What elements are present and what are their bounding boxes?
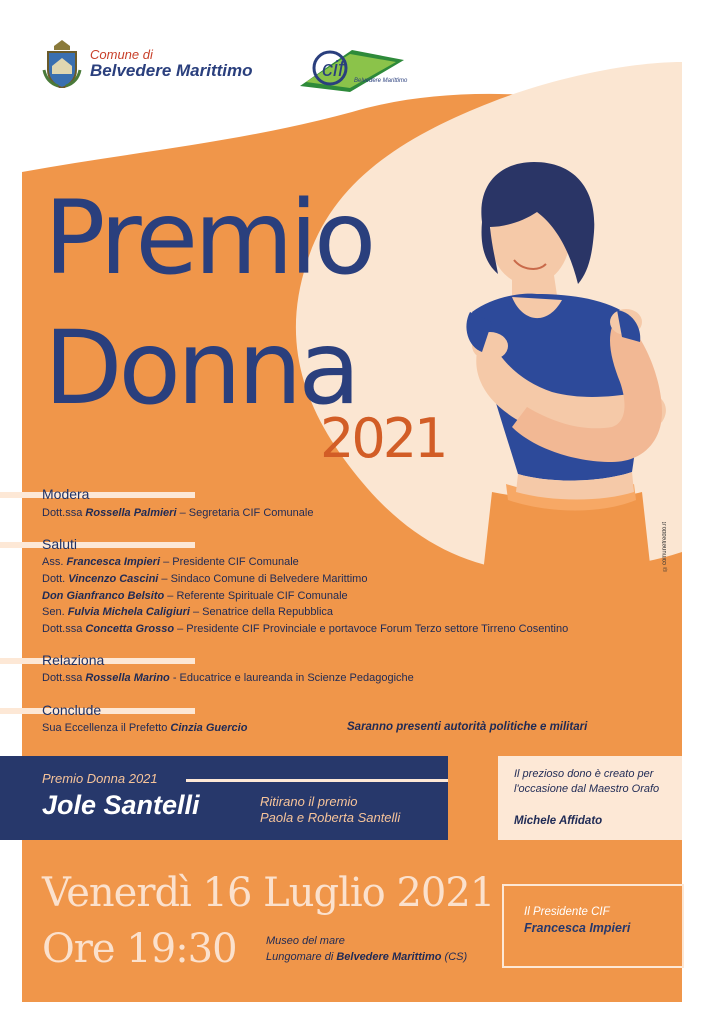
- title-donna: Donna: [44, 309, 357, 428]
- section-relaziona-title: Relaziona: [42, 652, 105, 668]
- award-ritirano-line2: Paola e Roberta Santelli: [260, 810, 401, 825]
- venue-line2: Lungomare di Belvedere Marittimo (CS): [266, 951, 468, 963]
- award-divider: [186, 779, 448, 782]
- credit-text: ©comunefreddo.it: [662, 522, 668, 572]
- presenti-text: Saranno presenti autorità politiche e militari: [347, 721, 588, 733]
- president-name: Francesca Impieri: [524, 921, 631, 935]
- dono-text: Il prezioso dono è creato per l'occasione dal Maestro Orafo: [514, 768, 660, 795]
- title-premio: Premio: [44, 179, 373, 298]
- dono-name: Michele Affidato: [514, 815, 603, 827]
- comune-name-text: Belvedere Marittimo: [90, 61, 253, 80]
- section-saluti-title: Saluti: [42, 536, 78, 552]
- title-year: 2021: [320, 407, 446, 470]
- saluti-line: Don Gianfranco Belsito – Referente Spirituale CIF Comunale: [42, 590, 348, 602]
- comune-small-text: Comune di: [90, 47, 153, 62]
- cif-logo: [292, 40, 412, 101]
- section-bar: [0, 542, 195, 548]
- modera-line: Dott.ssa Rossella Palmieri – Segretaria CIF Comunale: [42, 507, 314, 519]
- saluti-line: Dott. Vincenzo Cascini – Sindaco Comune di Belvedere Marittimo: [42, 573, 368, 585]
- award-label: Premio Donna 2021: [42, 771, 158, 786]
- section-bar: [0, 492, 195, 498]
- event-time: Ore 19:30: [42, 926, 237, 972]
- relaziona-line: Dott.ssa Rossella Marino - Educatrice e laureanda in Scienze Pedagogiche: [42, 672, 414, 684]
- award-winner: Jole Santelli: [42, 790, 200, 820]
- president-label: Il Presidente CIF: [524, 906, 610, 918]
- conclude-line: Sua Eccellenza il Prefetto Cinzia Guercio: [42, 722, 248, 734]
- saluti-line: Ass. Francesca Impieri – Presidente CIF Comunale: [42, 556, 299, 568]
- award-ritirano-line1: Ritirano il premio: [260, 794, 358, 809]
- coat-of-arms-icon: [42, 40, 82, 88]
- section-conclude-title: Conclude: [42, 702, 102, 718]
- comune-logo: [42, 40, 253, 88]
- section-modera-title: Modera: [42, 486, 90, 502]
- svg-text:cif: cif: [322, 56, 344, 81]
- event-date: Venerdì 16 Luglio 2021: [42, 870, 495, 916]
- saluti-line: Dott.ssa Concetta Grosso – Presidente CIF Provinciale e portavoce Forum Terzo settore Tirreno Cosentino: [42, 623, 569, 635]
- svg-text:Belvedere Marittimo: Belvedere Marittimo: [354, 78, 408, 84]
- saluti-line: Sen. Fulvia Michela Caligiuri – Senatrice della Repubblica: [42, 606, 334, 618]
- venue-line1: Museo del mare: [266, 935, 345, 947]
